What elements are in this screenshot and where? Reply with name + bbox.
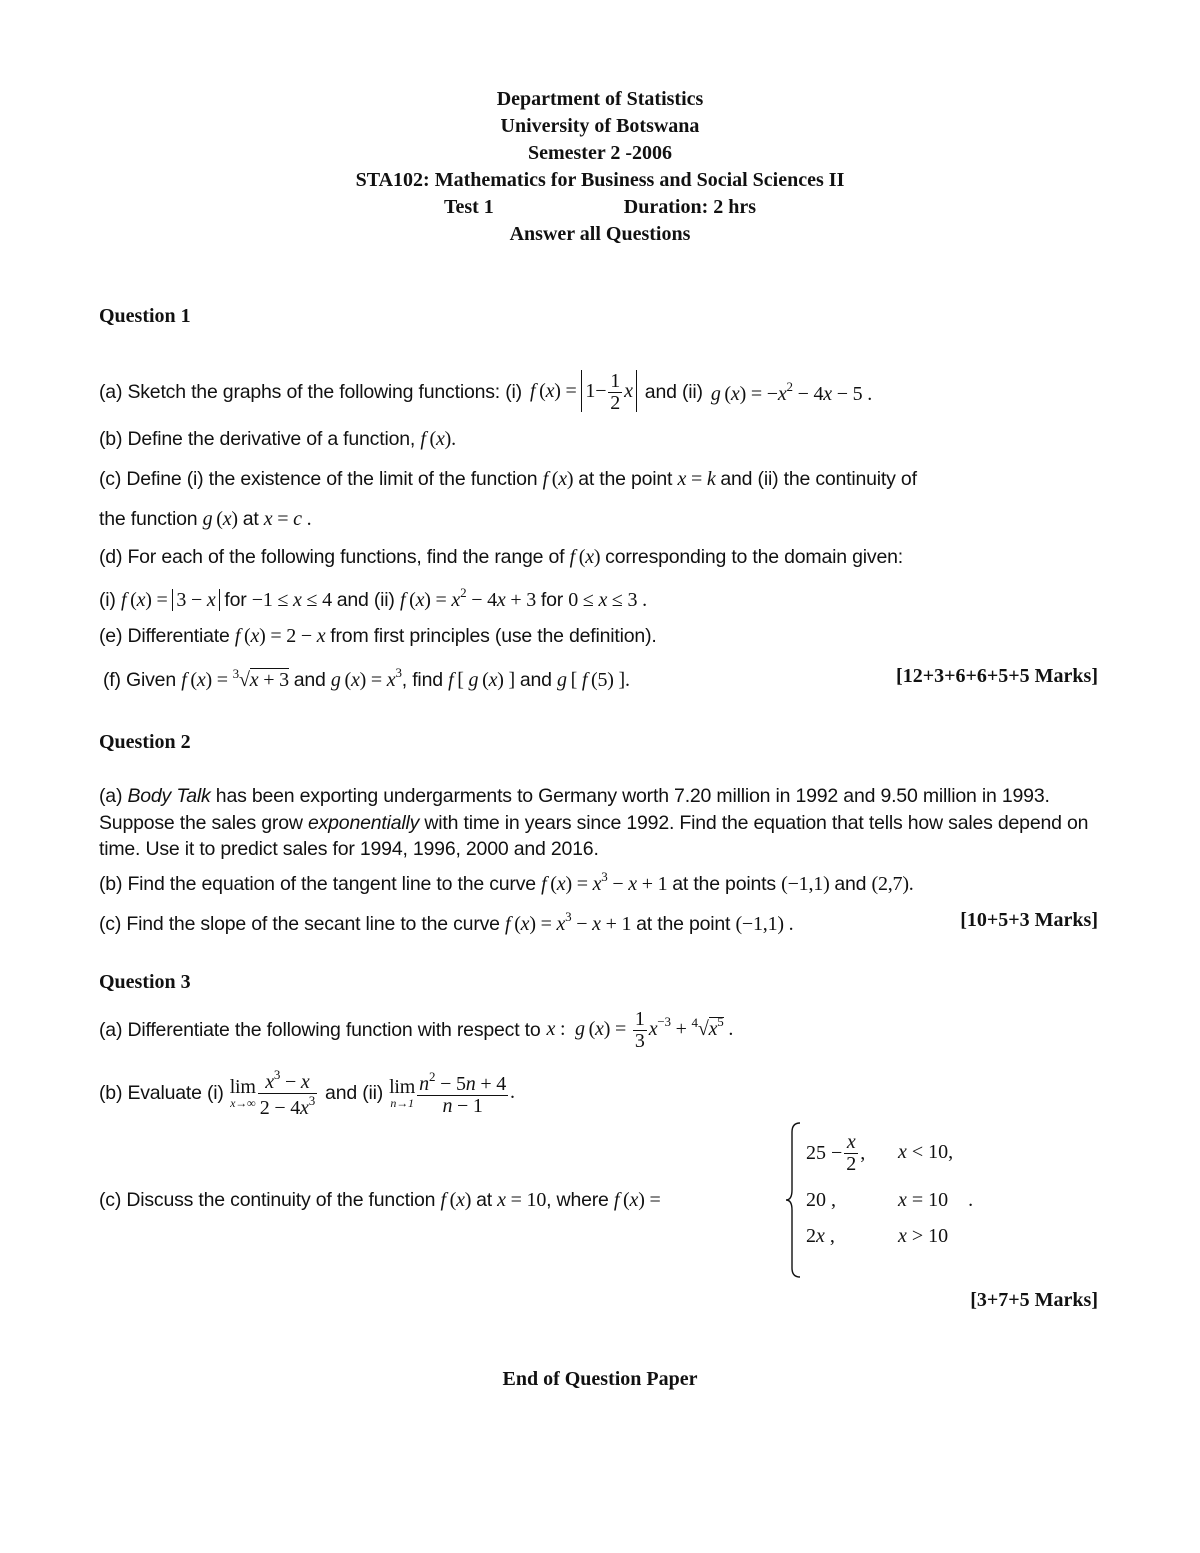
q1b-text: (b) Define the derivative of a function, (99, 428, 416, 450)
q1-part-d-line2 (99, 585, 647, 612)
q1-part-b (99, 428, 456, 451)
q1f-and1: and (293, 669, 326, 691)
piece-3-expr: 2x , (806, 1225, 835, 1247)
q3b-and: and (ii) (325, 1081, 384, 1104)
q1a-and: and (ii) (644, 380, 703, 403)
q1c-xc: x = c . (263, 508, 312, 530)
q1d-domain1: −1 ≤ x ≤ 4 (251, 589, 337, 611)
q1-part-f (103, 665, 630, 692)
q1d-formula1: f (x) = 3 − x (121, 589, 224, 611)
q1f-fog: f [ g (x) ] (448, 669, 520, 691)
test-label: Test 1 (443, 196, 494, 218)
question-3-heading: Question 3 (99, 971, 191, 993)
q3c-where: , where (546, 1189, 609, 1211)
q2c-text2: at the point (636, 913, 731, 935)
q1e-text1: (e) Differentiate (99, 625, 230, 647)
q1c-text1: (c) Define (i) the existence of the limit of the function (99, 468, 538, 490)
q1c-text5: at (242, 508, 259, 530)
piecewise-brace (784, 1120, 804, 1280)
q1d-for1: for (224, 589, 247, 611)
q2a-rest1: has been exporting undergarments to Germany worth 7.20 million in 1992 and 9.50 million in 1993. Suppose the sales grow (99, 785, 1050, 834)
piece-3-cond: x > 10 (898, 1225, 949, 1247)
q2a-exponential: exponentially (307, 811, 420, 834)
q1d-and: and (ii) (336, 589, 395, 611)
q2c-text1: (c) Find the slope of the secant line to the curve (99, 913, 500, 935)
q3c-x10: x = 10 (497, 1189, 547, 1211)
q1a-formula-g: g $(x) = -x^2 - 4x - 5$ . (710, 378, 873, 405)
q3-part-a (99, 1003, 733, 1057)
q1f-text1: (f) Given (103, 669, 176, 691)
q1c-fx: f (x) (542, 468, 579, 490)
q2-part-c (99, 909, 793, 936)
q3a-formula: x : g (x) = $\frac{1}{3}$ $x^{-3} + ^4√x^5$ . (546, 1007, 734, 1052)
university-title: University of Botswana (500, 115, 700, 137)
q1d-i: (i) (99, 589, 116, 611)
q3b-limit2: lim n→1 $\frac{n^2 - 5n + 4}{n - 1}$ . (389, 1068, 515, 1117)
q3-part-c (99, 1189, 661, 1212)
q3a-text: (a) Differentiate the following function with respect to (99, 1018, 541, 1041)
q3-marks: [3+7+5 Marks] (970, 1289, 1098, 1311)
q1b-formula: f (x). (420, 428, 456, 450)
q2a-rest2: with time in years since 1992. Find the equation that tells how sales depend on time. Use it to predict sales for 1994, 1996, 2000 and 2016. (99, 811, 1089, 860)
q3-part-b (99, 1062, 515, 1124)
q1-part-c-line1 (99, 468, 917, 491)
q1d-text2: corresponding to the domain given: (605, 546, 903, 568)
q1d-formula2: f $(x) = x^2 - 4x + 3$ (399, 585, 541, 611)
q3c-at: at (476, 1189, 492, 1211)
q2a-company: Body Talk (127, 785, 211, 807)
piece-2-expr: 20 , (806, 1189, 836, 1211)
q1e-formula: f (x) = 2 − x (234, 625, 326, 647)
q1d-for2: for (540, 589, 564, 611)
q1-part-d-line1 (99, 546, 903, 569)
q3c-text1: (c) Discuss the continuity of the function (99, 1189, 436, 1211)
q1-part-a (99, 362, 872, 422)
instruction-line: Answer all Questions (509, 223, 691, 245)
q2-part-b (99, 869, 914, 896)
course-title: STA102: Mathematics for Business and Social Sciences II (355, 169, 845, 191)
end-of-paper: End of Question Paper (502, 1368, 698, 1390)
test-duration-row (0, 194, 1200, 221)
q2b-point1: (−1,1) (781, 873, 835, 895)
q1c-text4: the function (99, 508, 198, 530)
q2a-lead: (a) (99, 785, 128, 807)
q1f-find: , find (401, 669, 443, 691)
semester-title: Semester 2 -2006 (527, 142, 673, 164)
q1d-fx: f (x) (569, 546, 606, 568)
q2b-and: and (834, 873, 867, 895)
q1-part-e (99, 625, 657, 648)
q2-part-a (99, 783, 1099, 863)
q1f-formula-f: f (x) = $^3$√x + 3 (181, 666, 289, 691)
q3c-fx-def: f (x) = (613, 1189, 661, 1211)
q1a-text: (a) Sketch the graphs of the following functions: (i) (99, 380, 522, 403)
q3b-limit1: lim x→∞ $\frac{x^3 - x}{2 - 4x^3}$ (229, 1066, 316, 1119)
piece-1-cond: x < 10, (898, 1141, 954, 1163)
q1f-and2: and (519, 669, 552, 691)
piece-2-cond: x = 10 . (898, 1189, 974, 1211)
q1f-formula-g: g $(x) = x^3$ (330, 665, 402, 691)
piece-1-expr: 25 − $\frac{x}{2}$ , (806, 1130, 866, 1175)
q2b-text2: at the points (672, 873, 776, 895)
q1c-xk: x = k (677, 468, 716, 490)
q2-marks: [10+5+3 Marks] (960, 909, 1098, 931)
q3c-fx: f (x) (440, 1189, 477, 1211)
q1f-gof: g [ f (5) ]. (556, 669, 630, 691)
q1-marks: [12+3+6+6+5+5 Marks] (896, 665, 1098, 687)
question-1-heading: Question 1 (99, 305, 191, 327)
q1c-gx: g (x) (202, 508, 243, 530)
q1d-domain2: 0 ≤ x ≤ 3 . (568, 589, 647, 611)
q2c-formula: f $(x) = x^3 - x + 1$ (505, 909, 637, 935)
q2b-point2: (2,7). (871, 873, 914, 895)
q1d-text1: (d) For each of the following functions, find the range of (99, 546, 565, 568)
q1a-formula-f: f (x) = 1− $\frac{1}{2}$ x (530, 371, 637, 414)
question-2-heading: Question 2 (99, 731, 191, 753)
q3b-text: (b) Evaluate (i) (99, 1081, 224, 1104)
department-title: Department of Statistics (496, 88, 704, 110)
q1c-text2: at the point (578, 468, 673, 490)
exam-header (0, 86, 1200, 248)
q1e-text2: from first principles (use the definition). (330, 625, 657, 647)
duration-label: Duration: 2 hrs (623, 196, 757, 218)
q2b-formula: f $(x) = x^3 - x + 1$ (541, 869, 673, 895)
q1c-text3: and (ii) the continuity of (720, 468, 917, 490)
q2b-text1: (b) Find the equation of the tangent line to the curve (99, 873, 536, 895)
q1-part-c-line2 (99, 508, 311, 531)
q2c-point: (−1,1) . (735, 913, 794, 935)
